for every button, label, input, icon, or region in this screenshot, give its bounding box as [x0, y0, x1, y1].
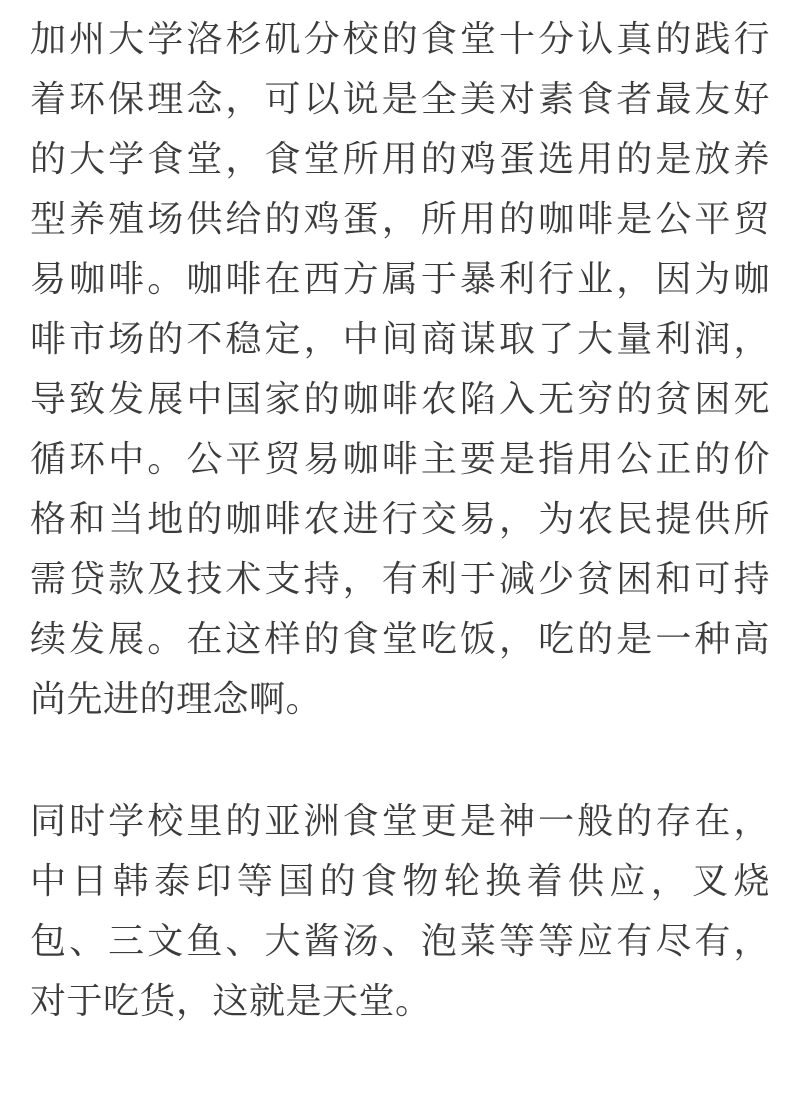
text-line: 续发展。在这样的食堂吃饭，吃的是一种高: [30, 619, 770, 660]
paragraph-spacer: [30, 730, 770, 792]
text-line: 同时学校里的亚洲食堂更是神一般的存在，: [30, 801, 770, 842]
text-line: 格和当地的咖啡农进行交易，为农民提供所: [30, 499, 770, 540]
paragraph-ucla-cafeteria: [30, 10, 770, 730]
text-line: 着环保理念，可以说是全美对素食者最友好: [30, 79, 770, 120]
text-line: 中日韩泰印等国的食物轮换着供应，叉烧: [30, 861, 770, 902]
text-line: 对于吃货，这就是天堂。: [30, 981, 432, 1022]
text-line: 循环中。公平贸易咖啡主要是指用公正的价: [30, 439, 770, 480]
text-line: 包、三文鱼、大酱汤、泡菜等等应有尽有，: [30, 921, 770, 962]
article-body: [30, 10, 770, 1032]
text-line: 的大学食堂，食堂所用的鸡蛋选用的是放养: [30, 139, 770, 180]
text-line: 需贷款及技术支持，有利于减少贫困和可持: [30, 559, 770, 600]
paragraph-asian-cafeteria: [30, 792, 770, 1032]
text-line: 型养殖场供给的鸡蛋，所用的咖啡是公平贸: [30, 199, 770, 240]
text-line: 啡市场的不稳定，中间商谋取了大量利润，: [30, 319, 770, 360]
text-line: 易咖啡。咖啡在西方属于暴利行业，因为咖: [30, 259, 770, 300]
text-line: 导致发展中国家的咖啡农陷入无穷的贫困死: [30, 379, 770, 420]
text-line: 加州大学洛杉矶分校的食堂十分认真的践行: [30, 19, 770, 60]
text-line: 尚先进的理念啊。: [30, 679, 323, 720]
